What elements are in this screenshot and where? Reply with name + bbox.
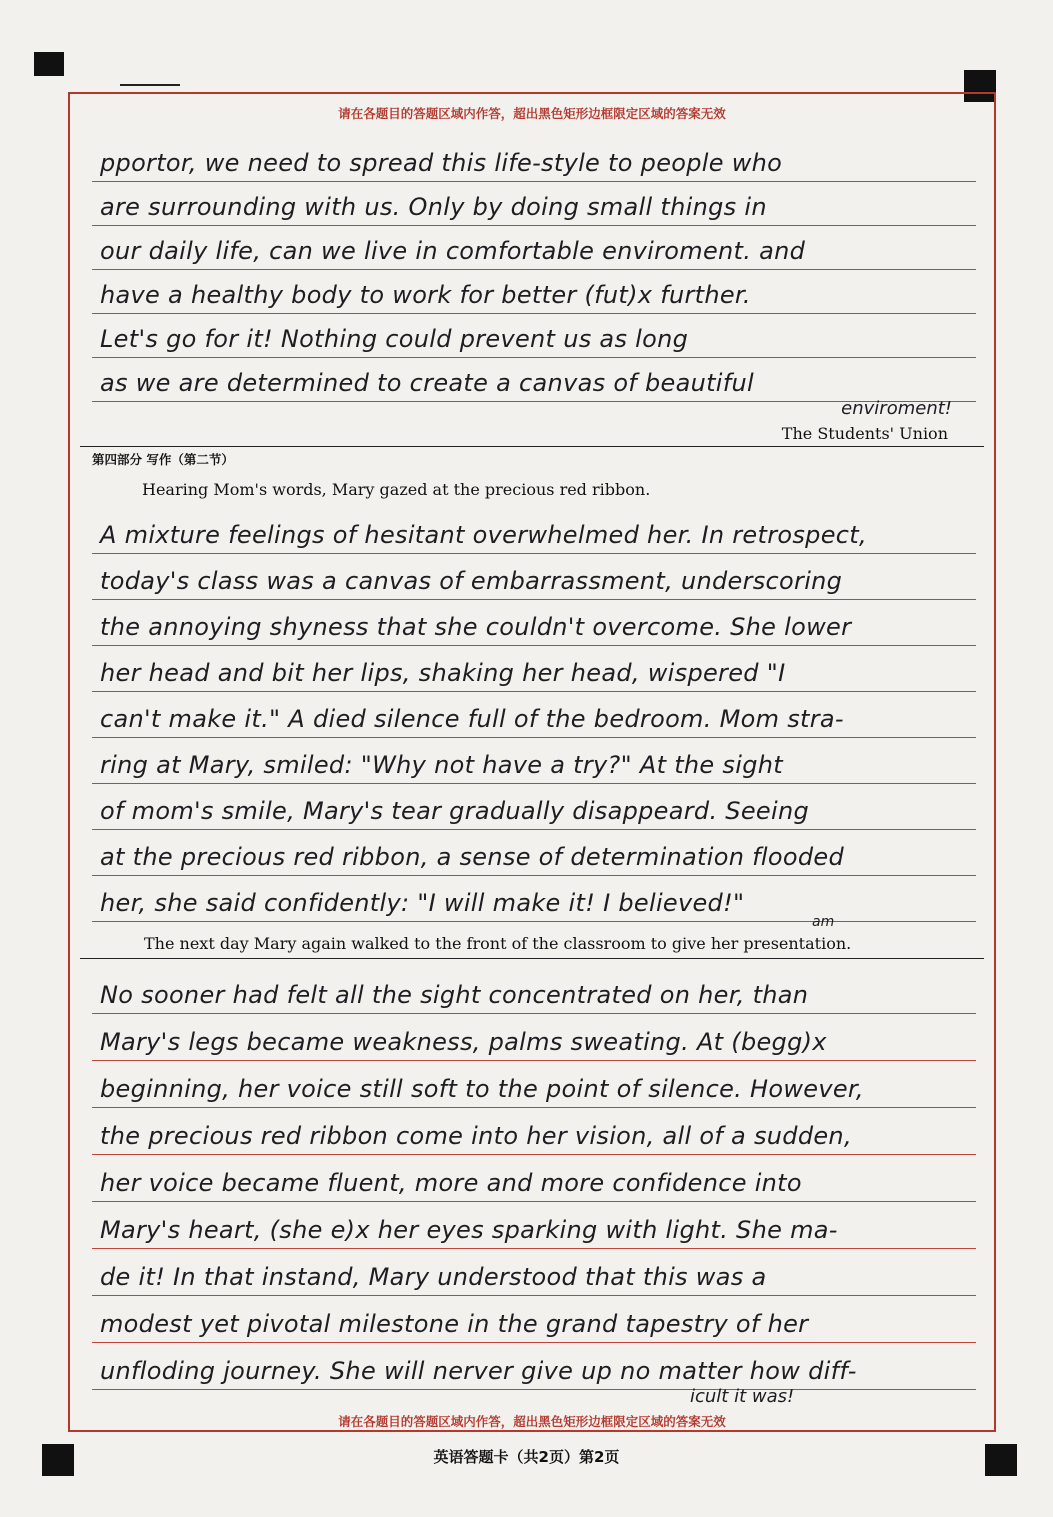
- handwritten-continuation: icult it was!: [690, 1386, 795, 1407]
- section-title: 第四部分 写作（第二节）: [92, 452, 234, 467]
- signature: The Students' Union: [781, 424, 948, 443]
- footer-notice: 请在各题目的答题区域内作答，超出黑色矩形边框限定区域的答案无效: [338, 1414, 726, 1429]
- handwritten-line: No sooner had felt all the sight concentrated on her, than: [92, 970, 976, 1014]
- prompt-paragraph-1: Hearing Mom's words, Mary gazed at the precious red ribbon.: [142, 480, 651, 499]
- page-footer: 英语答题卡（共2页）第2页: [433, 1448, 620, 1466]
- handwritten-line: the precious red ribbon come into her vision, all of a sudden,: [92, 1111, 976, 1155]
- handwritten-line: modest yet pivotal milestone in the grand tapestry of her: [92, 1299, 976, 1343]
- handwritten-line: beginning, her voice still soft to the point of silence. However,: [92, 1064, 976, 1108]
- handwritten-line: ring at Mary, smiled: "Why not have a try?" At the sight: [92, 740, 976, 784]
- handwritten-line: pportor, we need to spread this life-style to people who: [92, 138, 976, 182]
- handwritten-line: de it! In that instand, Mary understood that this was a: [92, 1252, 976, 1296]
- handwritten-line: of mom's smile, Mary's tear gradually disappeard. Seeing: [92, 786, 976, 830]
- handwritten-line: her head and bit her lips, shaking her head, wispered "I: [92, 648, 976, 692]
- section-divider: [80, 446, 984, 447]
- handwritten-line: at the precious red ribbon, a sense of determination flooded: [92, 832, 976, 876]
- handwritten-continuation: enviroment!: [841, 398, 952, 419]
- answer-region: [68, 92, 996, 1432]
- handwritten-line: have a healthy body to work for better (fut)x further.: [92, 270, 976, 314]
- handwritten-line: A mixture feelings of hesitant overwhelmed her. In retrospect,: [92, 510, 976, 554]
- handwritten-line: our daily life, can we live in comfortable enviroment. and: [92, 226, 976, 270]
- handwritten-line: are surrounding with us. Only by doing small things in: [92, 182, 976, 226]
- handwritten-line: her voice became fluent, more and more confidence into: [92, 1158, 976, 1202]
- handwritten-insertion: am: [812, 914, 835, 930]
- handwritten-line: her, she said confidently: "I will make it! I believed!": [92, 878, 976, 922]
- handwritten-line: can't make it." A died silence full of the bedroom. Mom stra-: [92, 694, 976, 738]
- registration-marker-top-left: [34, 52, 64, 76]
- handwritten-line: the annoying shyness that she couldn't overcome. She lower: [92, 602, 976, 646]
- handwritten-line: unfloding journey. She will nerver give up no matter how diff-: [92, 1346, 976, 1390]
- section-divider: [80, 958, 984, 959]
- prompt-paragraph-2: The next day Mary again walked to the front of the classroom to give her presentation.: [144, 934, 852, 953]
- handwritten-line: Mary's legs became weakness, palms sweating. At (begg)x: [92, 1017, 976, 1061]
- handwritten-line: today's class was a canvas of embarrassment, underscoring: [92, 556, 976, 600]
- handwritten-line: as we are determined to create a canvas of beautiful: [92, 358, 976, 402]
- handwritten-line: Mary's heart, (she e)x her eyes sparking with light. She ma-: [92, 1205, 976, 1249]
- handwritten-line: Let's go for it! Nothing could prevent us as long: [92, 314, 976, 358]
- header-notice: 请在各题目的答题区域内作答，超出黑色矩形边框限定区域的答案无效: [338, 106, 726, 121]
